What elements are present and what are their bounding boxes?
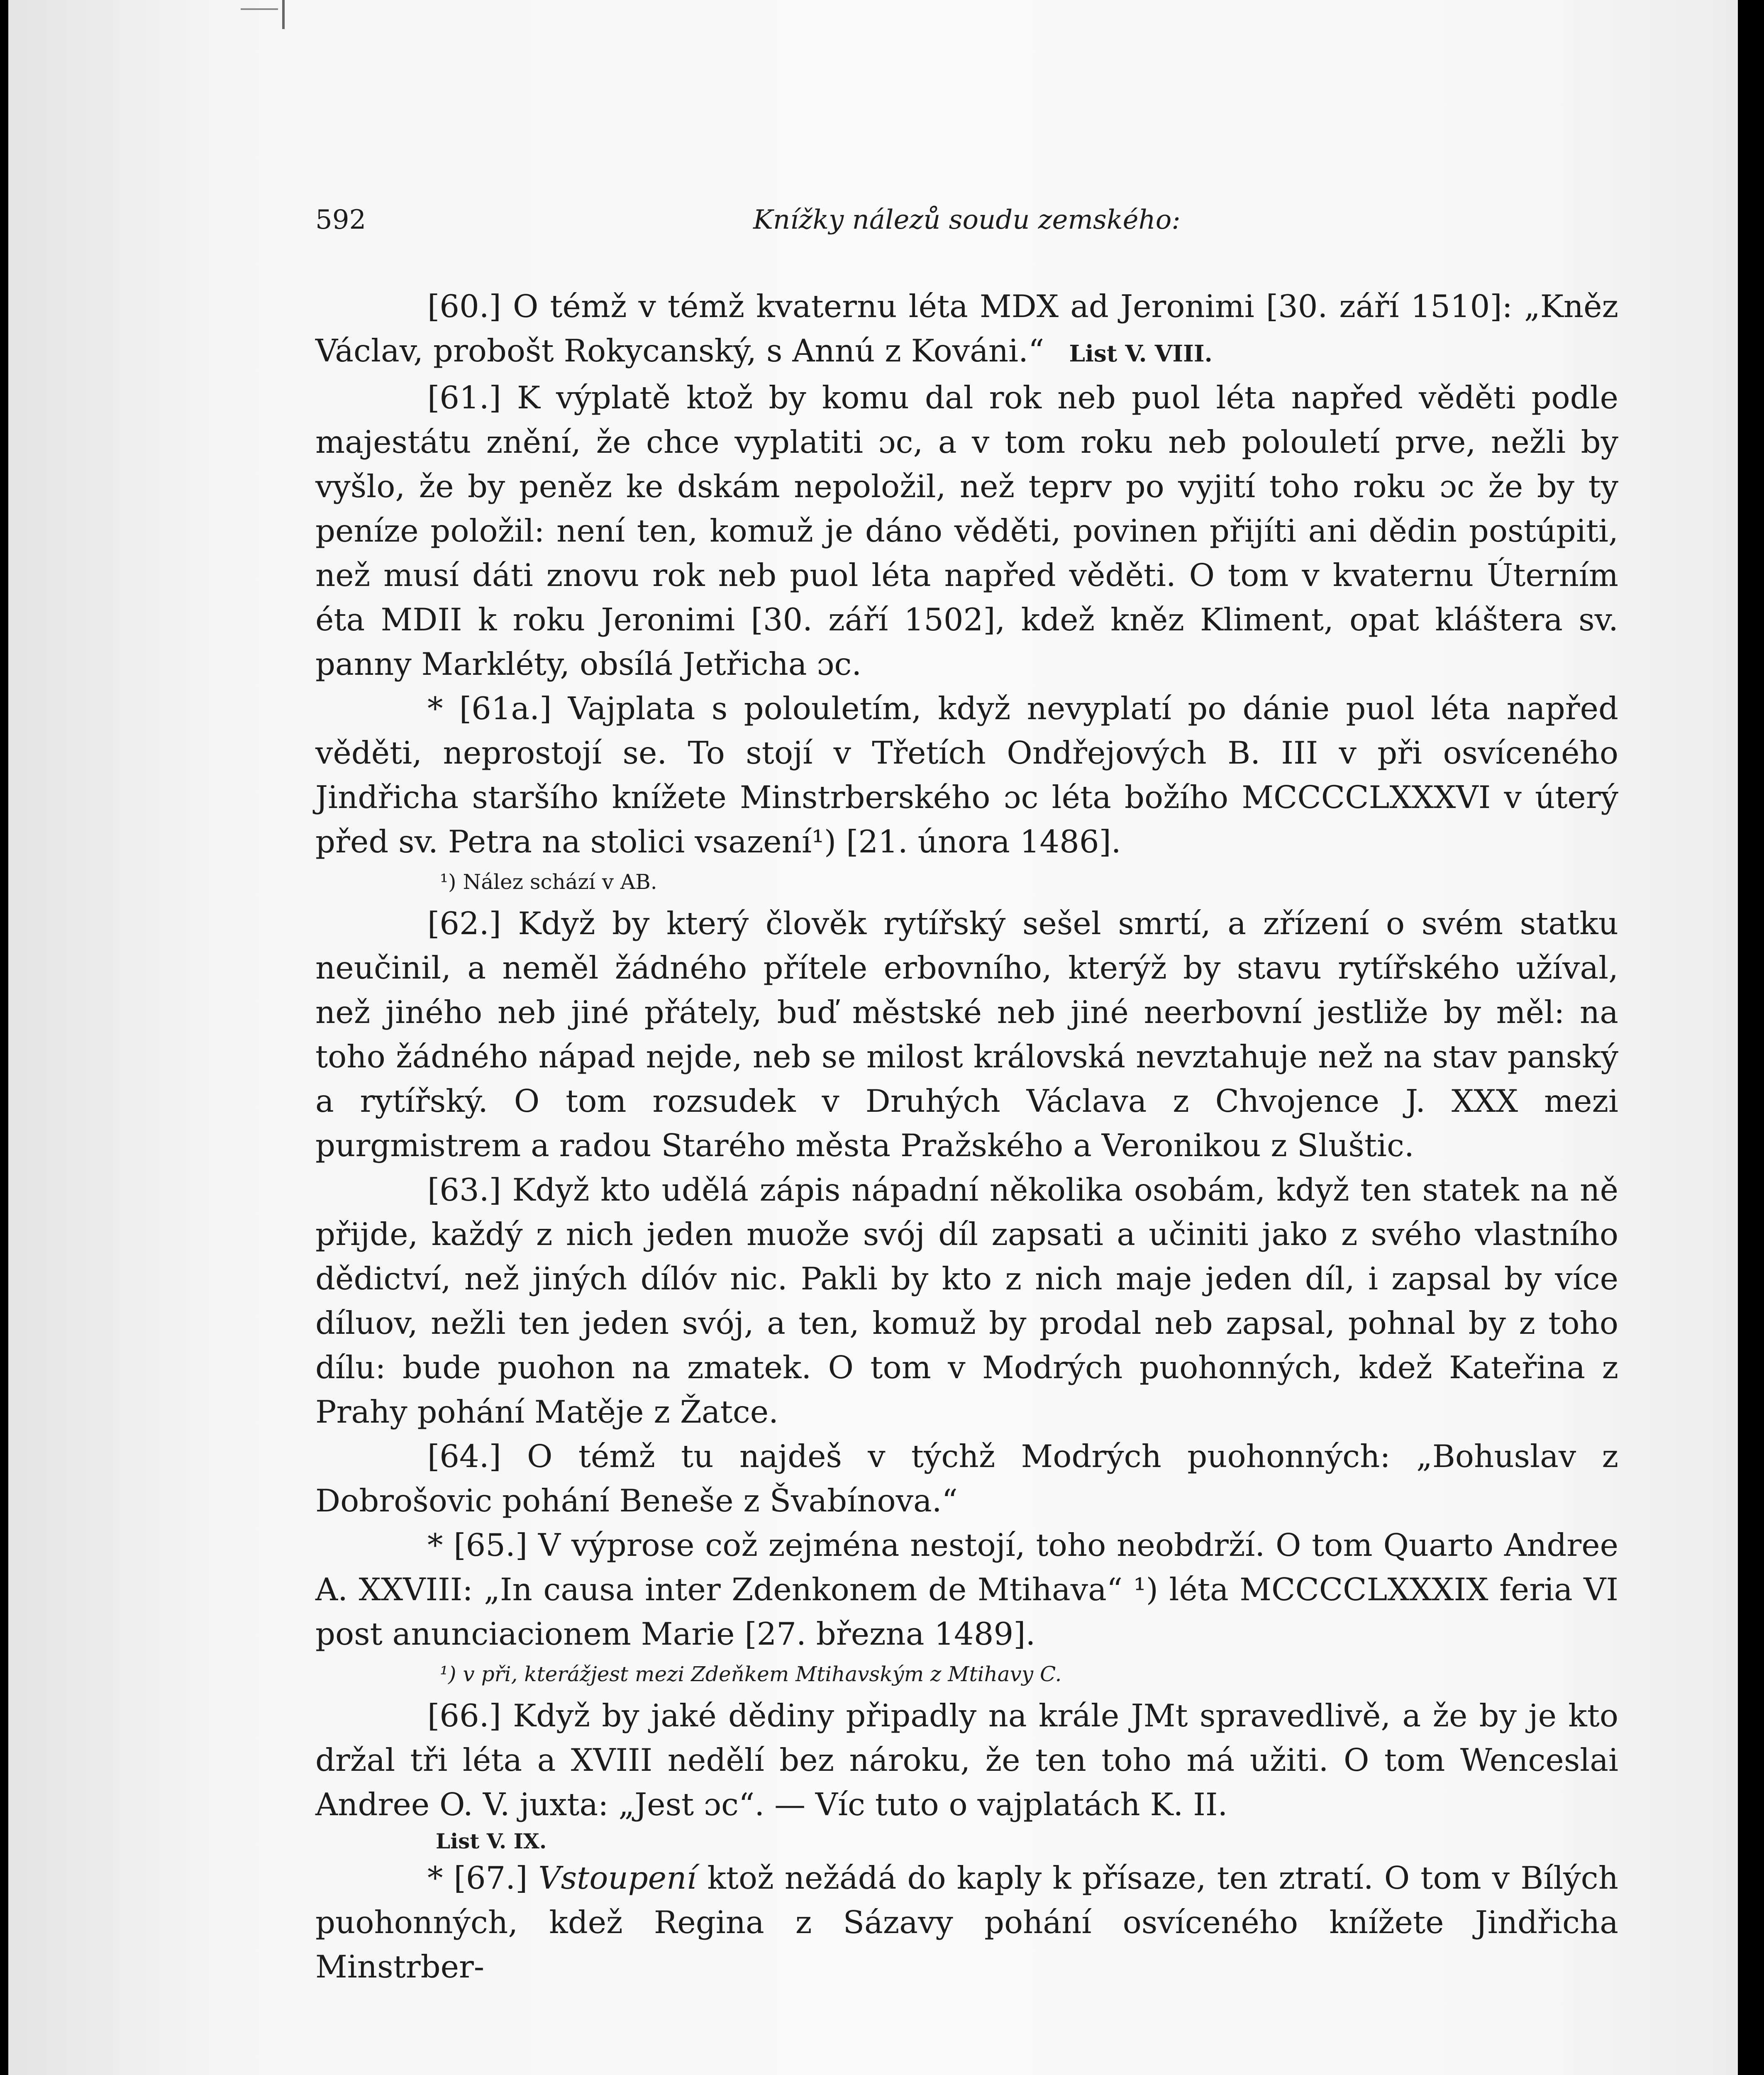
entry-number: * [67.]: [427, 1860, 528, 1896]
entry-61: [61.] K výplatě ktož by komu dal rok neb puol léta napřed věděti podle majestátu znění, že chce vyplatiti ɔc, a v tom roku neb polouletí prve, nežli by vyšlo, že by peněz ke dskám nepoložil, než teprv po vyjití toho roku ɔc že by ty peníze položil: není ten, komuž je dáno věděti, povinen přijíti ani dědin postúpiti, než musí dáti znovu rok neb puol léta napřed věděti. O tom v kvaternu Úterním éta MDII k roku Jeronimi [30. září 1502], kdež kněz Kliment, opat kláštera sv. panny Markléty, obsílá Jetřicha ɔc.: [315, 379, 1618, 682]
page-number: 592: [315, 205, 366, 235]
entry-keyword: Vstoupení: [538, 1860, 697, 1896]
list-note: List V. IX.: [436, 1829, 547, 1853]
entry-67: [315, 1856, 1618, 1989]
list-note: List V. VIII.: [1069, 340, 1213, 367]
running-title: Knížky nálezů soudu zemského:: [753, 205, 1181, 235]
scanned-page: [8, 0, 1738, 2075]
entry-61a: * [61a.] Vajplata s polouletím, když nevyplatí po dánie puol léta napřed věděti, neprostojí se. To stojí v Třetích Ondřejových B. III v při osvíceného Jindřicha staršího knížete Minstrberského ɔc léta božího MCCCCLXXXVI v úterý před sv. Petra na stolici vsazení¹) [21. února 1486].: [315, 690, 1618, 860]
entry-65: * [65.] V výprose což zejména nestojí, toho neobdrží. O tom Quarto Andree A. XXVIII: „In causa inter Zdenkonem de Mtihava“ ¹) léta MCCCCLXXXIX feria VI post anunciacionem Marie [27. března 1489].: [315, 1527, 1618, 1652]
entry-60: [315, 284, 1618, 376]
entry-63: [63.] Když kto udělá zápis nápadní několika osobám, když ten statek na ně přijde, každý z nich jeden muože svój díl zapsati a učiniti jako z svého vlastního dědictví, než jiných dílóv nic. Pakli by kto z nich maje jeden díl, i zapsal by více díluov, nežli ten jeden svój, a ten, komuž by prodal neb zapsal, pohnal by z toho dílu: bude puohon na zmatek. O tom v Modrých puohonných, kdež Kateřina z Prahy pohání Matěje z Žatce.: [315, 1172, 1618, 1430]
footnote: ¹) Nález schází v AB.: [440, 870, 657, 894]
scan-artifact: [282, 0, 285, 29]
page-header: [315, 199, 1618, 243]
scan-artifact: [241, 8, 278, 10]
entry-66: [66.] Když by jaké dědiny připadly na krále JMt spravedlivě, a že by je kto držal tři léta a XVIII nedělí bez nároku, že ten toho má užiti. O tom Wenceslai Andree O. V. juxta: „Jest ɔc“. — Víc tuto o vajplatách K. II.: [315, 1697, 1618, 1823]
entry-64: [64.] O témž tu najdeš v týchž Modrých puohonných: „Bohuslav z Dobrošovic pohání Beneše z Švabínova.“: [315, 1438, 1618, 1519]
footnote: ¹) v při, kterážjest mezi Zdeňkem Mtihavským z Mtihavy C.: [440, 1662, 1062, 1686]
entry-text: [60.] O témž v témž kvaternu léta MDX ad Jeronimi [30. září 1510]: „Kněz Václav, probošt Rokycanský, s Annú z Kováni.“: [315, 288, 1618, 369]
page-content: [315, 199, 1618, 1989]
entry-62: [62.] Když by který člověk rytířský sešel smrtí, a zřízení o svém statku neučinil, a neměl žádného přítele erbovního, kterýž by stavu rytířského užíval, než jiného neb jiné přátely, buď městské neb jiné neerbovní jestliže by měl: na toho žádného nápad nejde, neb se milost královská nevztahuje než na stav panský a rytířský. O tom rozsudek v Druhých Václava z Chvojence J. XXX mezi purgmistrem a radou Starého města Pražského a Veronikou z Sluštic.: [315, 905, 1618, 1164]
entry-text: ktož nežádá do kaply k přísaze, ten ztratí. O tom v Bílých puohonných, kdež Regina z Sázavy pohání osvíceného knížete Jindřicha Minstrber-: [315, 1860, 1618, 1985]
